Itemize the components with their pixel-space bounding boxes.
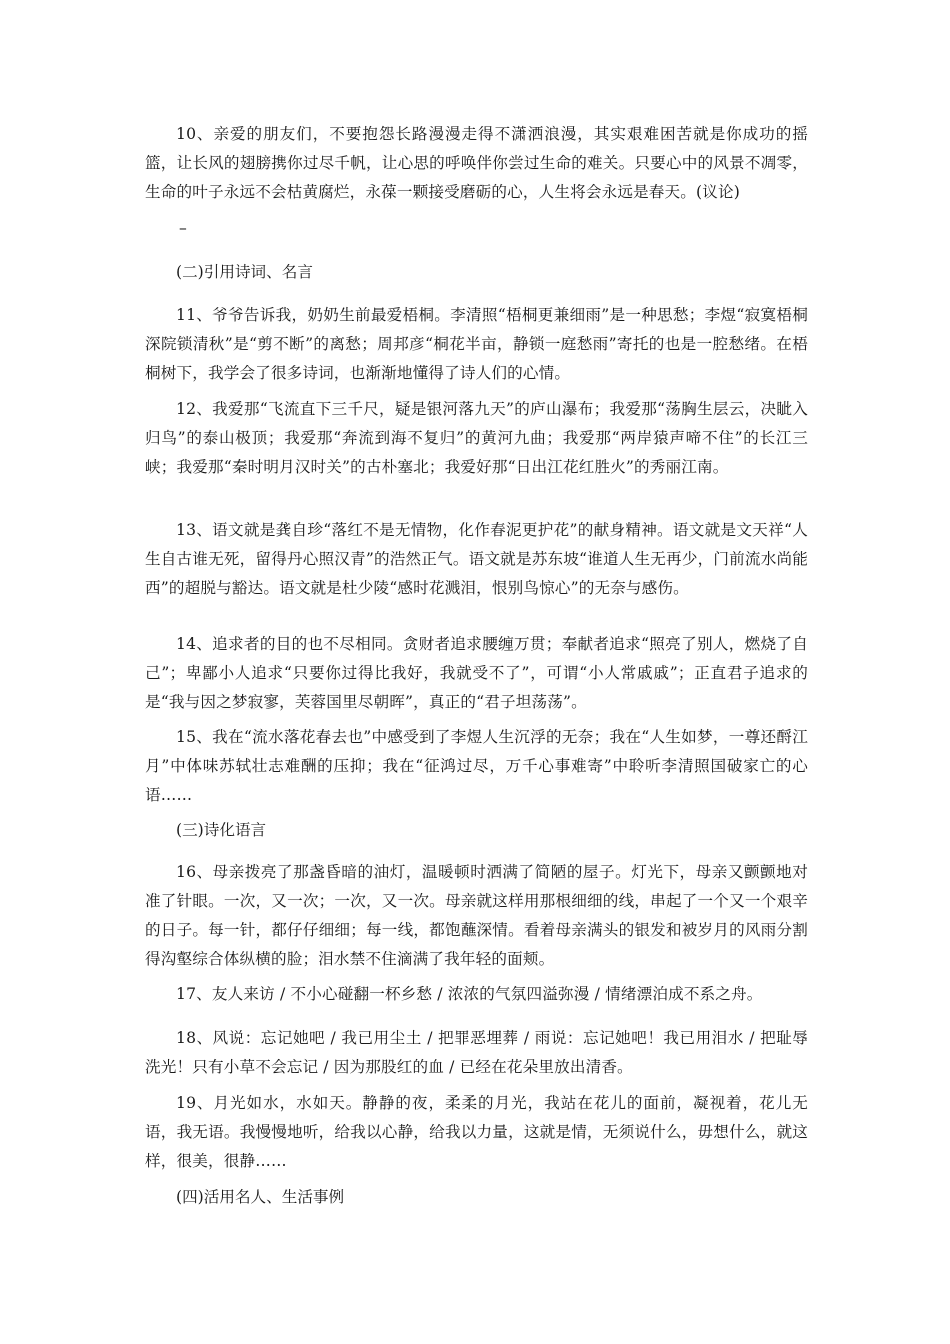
paragraph-15: 15、我在“流水落花春去也”中感受到了李煜人生沉浮的无奈；我在“人生如梦，一尊还酹江月”中体味苏轼壮志难酬的压抑；我在“征鸿过尽，万千心事难寄”中聆听李清照国破家亡的心语…… (145, 728, 808, 804)
paragraph-12: 12、我爱那“飞流直下三千尺，疑是银河落九天”的庐山瀑布；我爱那“荡胸生层云，决眦入归鸟”的泰山极顶；我爱那“奔流到海不复归”的黄河九曲；我爱那“两岸猿声啼不住”的长江三峡；我爱那“秦时明月汉时关”的古朴塞北；我爱好那“日出江花红胜火”的秀丽江南。 (145, 400, 808, 476)
section-heading-3: (三)诗化语言 (176, 821, 267, 839)
section-heading-4: (四)活用名人、生活事例 (176, 1188, 345, 1206)
paragraph-10: 10、亲爱的朋友们，不要抱怨长路漫漫走得不潇洒浪漫，其实艰难困苦就是你成功的摇篮，让长风的翅膀携你过尽千帆，让心思的呼唤伴你尝过生命的难关。只要心中的风景不凋零，生命的叶子永远不会枯黄腐烂，永葆一颗接受磨砺的心，人生将会永远是春天。(议论) (145, 125, 808, 201)
paragraph-17: 17、友人来访 / 不小心碰翻一杯乡愁 / 浓浓的气氛四溢弥漫 / 情绪漂泊成不系之舟。 (176, 985, 763, 1003)
paragraph-16: 16、母亲拨亮了那盏昏暗的油灯，温暖顿时洒满了简陋的屋子。灯光下，母亲又颤颤地对准了针眼。一次，又一次；一次，又一次。母亲就这样用那根细细的线，串起了一个又一个艰辛的日子。每一针，都仔仔细细；每一线，都饱蘸深情。看着母亲满头的银发和被岁月的风雨分割得沟壑综合体纵横的脸；泪水禁不住滴满了我年轻的面颊。 (145, 863, 808, 968)
section-heading-2: (二)引用诗词、名言 (176, 263, 313, 281)
paragraph-14: 14、追求者的目的也不尽相同。贪财者追求腰缠万贯；奉献者追求“照亮了别人，燃烧了自己”；卑鄙小人追求“只要你过得比我好，我就受不了”，可谓“小人常戚戚”；正直君子追求的是“我与因之梦寂寥，芙蓉国里尽朝晖”，真正的“君子坦荡荡”。 (145, 635, 808, 711)
paragraph-18: 18、风说：忘记她吧 / 我已用尘土 / 把罪恶埋葬 / 雨说：忘记她吧！我已用泪水 / 把耻辱洗光！只有小草不会忘记 / 因为那股红的血 / 已经在花朵里放出清香。 (145, 1029, 808, 1076)
paragraph-13: 13、语文就是龚自珍“落红不是无情物，化作春泥更护花”的献身精神。语文就是文天祥“人生自古谁无死，留得丹心照汉青”的浩然正气。语文就是苏东坡“谁道人生无再少，门前流水尚能西”的超脱与豁达。语文就是杜少陵“感时花溅泪，恨别鸟惊心”的无奈与感伤。 (145, 521, 808, 597)
paragraph-19: 19、月光如水，水如天。静静的夜，柔柔的月光，我站在花儿的面前，凝视着，花儿无语，我无语。我慢慢地听，给我以心静，给我以力量，这就是情，无须说什么，毋想什么，就这样，很美，很静…… (145, 1094, 808, 1170)
separator-dash: – (179, 219, 187, 237)
paragraph-11: 11、爷爷告诉我，奶奶生前最爱梧桐。李清照“梧桐更兼细雨”是一种思愁；李煜“寂寞梧桐深院锁清秋”是“剪不断”的离愁；周邦彦“桐花半亩，静锁一庭愁雨”寄托的也是一腔愁绪。在梧桐树下，我学会了很多诗词，也渐渐地懂得了诗人们的心情。 (145, 306, 808, 382)
